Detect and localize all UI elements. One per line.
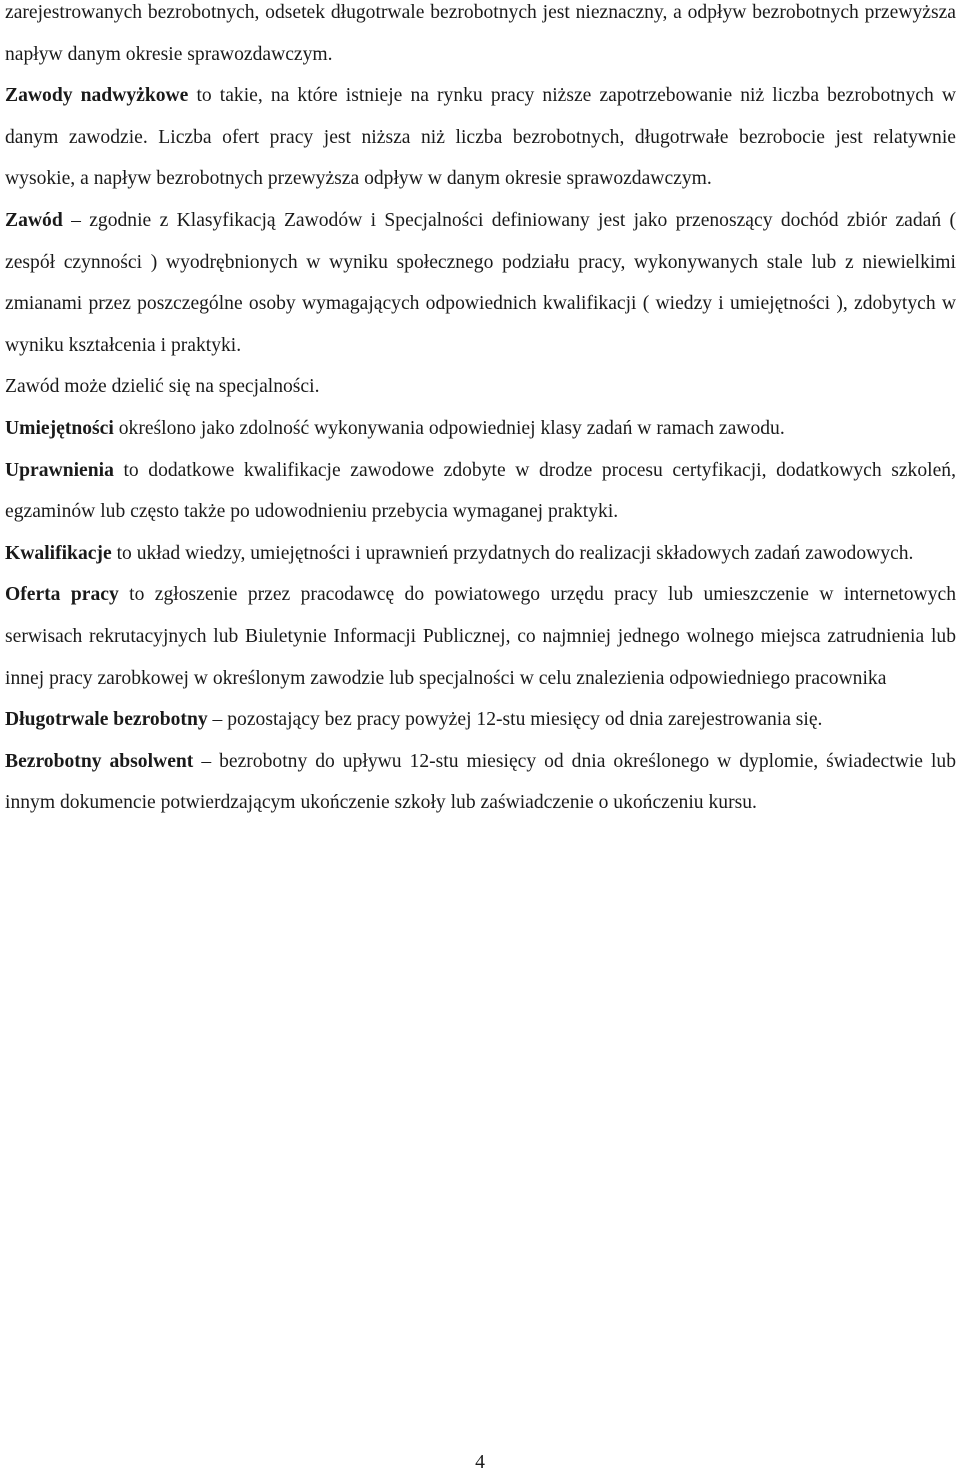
paragraph-zawody-nadwyzkowe <box>5 75 956 200</box>
term-zawody-nadwyzkowe: Zawody nadwyżkowe <box>5 85 189 107</box>
paragraph-kwalifikacje <box>5 533 956 575</box>
term-umiejetnosci: Umiejętności <box>5 417 114 439</box>
term-oferta-pracy: Oferta pracy <box>5 584 119 606</box>
paragraph-text: to układ wiedzy, umiejętności i uprawnień przydatnych do realizacji składowych zadań zawodowych. <box>116 542 914 564</box>
paragraph-text: to zgłoszenie przez pracodawcę do powiatowego urzędu pracy lub umieszczenie w internetowych serwisach rekrutacyjnych lub Biuletynie Informacji Publicznej, co najmniej jednego wolnego miejsca zatrudnienia lub innej pracy zarobkowej w określonym zawodzie lub specjalności w celu znalezienia odpowiedniego pracownika <box>5 584 956 689</box>
term-uprawnienia: Uprawnienia <box>5 459 114 481</box>
paragraph-text: Zawód może dzielić się na specjalności. <box>5 376 320 398</box>
paragraph-text: to takie, na które istnieje na rynku pracy niższe zapotrzebowanie niż liczba bezrobotnych w danym zawodzie. Liczba ofert pracy jest niższa niż liczba bezrobotnych, długotrwałe bezrobocie jest relatywnie wysokie, a napływ bezrobotnych przewyższa odpływ w danym okresie sprawozdawczym. <box>5 85 957 190</box>
paragraph-dlugotrwale-bezrobotny <box>5 699 956 741</box>
paragraph-text: pozostający bez pracy powyżej 12-stu miesięcy od dnia zarejestrowania się. <box>227 709 823 731</box>
page-number: 4 <box>475 1452 485 1473</box>
term-zawod: Zawód <box>5 209 63 231</box>
paragraph-text: to dodatkowe kwalifikacje zawodowe zdobyte w drodze procesu certyfikacji, dodatkowych szkoleń, egzaminów lub często także po udowodnieniu przebycia wymaganej praktyki. <box>5 459 956 523</box>
paragraph-text: zgodnie z Klasyfikacją Zawodów i Specjalności definiowany jest jako przenoszący dochód zbiór zadań ( zespół czynności ) wyodrębnionych w wyniku społecznego podziału pracy, wykonywanych stale lub z niewielkimi zmianami przez poszczególne osoby wymagających odpowiednich kwalifikacji ( wiedzy i umiejętności ), zdobytych w wyniku kształcenia i praktyki. <box>5 209 956 356</box>
paragraph-bezrobotny-absolwent <box>5 741 956 824</box>
term-bezrobotny-absolwent: Bezrobotny absolwent <box>5 750 194 772</box>
paragraph-uprawnienia <box>5 450 956 533</box>
term-kwalifikacje: Kwalifikacje <box>5 542 112 564</box>
document-page <box>5 0 956 824</box>
paragraph-umiejetnosci <box>5 408 956 450</box>
paragraph-oferta-pracy <box>5 574 956 699</box>
term-dash: – <box>212 709 223 731</box>
term-dash: – <box>201 750 212 772</box>
paragraph-continuation <box>5 0 956 75</box>
paragraph-zawod <box>5 200 956 366</box>
paragraph-text: określono jako zdolność wykonywania odpowiedniej klasy zadań w ramach zawodu. <box>118 417 785 439</box>
paragraph-text: zarejestrowanych bezrobotnych, odsetek długotrwale bezrobotnych jest nieznaczny, a odpływ bezrobotnych przewyższa napływ danym okresie sprawozdawczym. <box>5 2 956 65</box>
paragraph-text: bezrobotny do upływu 12-stu miesięcy od dnia określonego w dyplomie, świadectwie lub innym dokumencie potwierdzającym ukończenie szkoły lub zaświadczenie o ukończeniu kursu. <box>5 750 957 814</box>
paragraph-zawod-specjalnosci <box>5 366 956 408</box>
term-dash: – <box>71 209 81 231</box>
term-dlugotrwale-bezrobotny: Długotrwale bezrobotny <box>5 709 208 731</box>
